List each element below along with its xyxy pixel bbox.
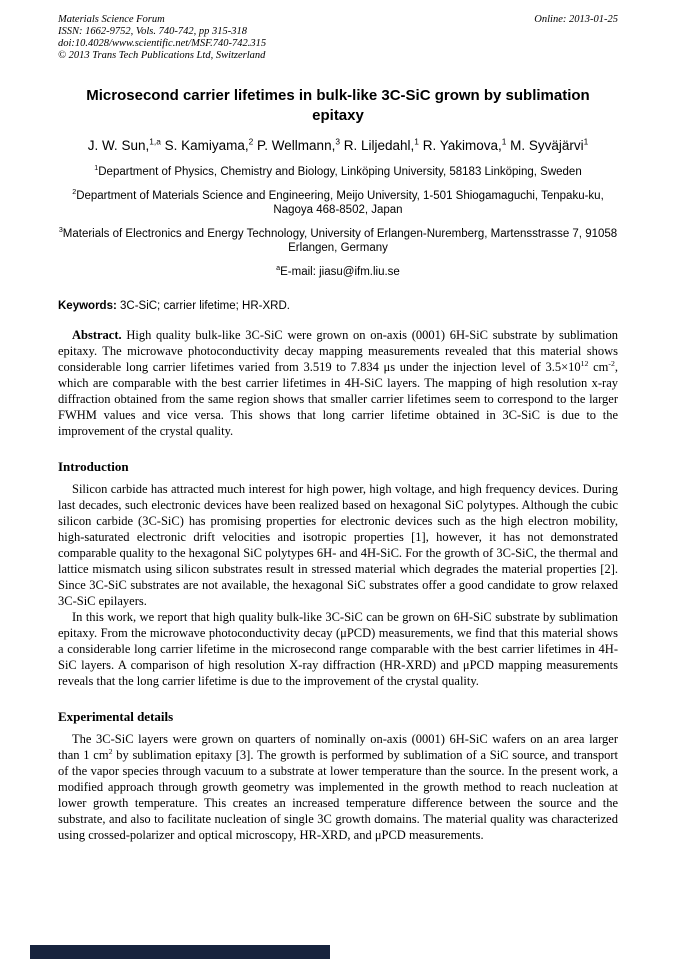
abstract-paragraph xyxy=(58,327,618,439)
affiliation-2: $^2$Department of Materials Science and Engineering, Meijo University, 1-501 Shiogamaguchi, Tenpaku-ku, Nagoya 468-8502, Japan xyxy=(72,188,604,216)
journal-header xyxy=(58,14,618,62)
keywords-line xyxy=(58,299,618,313)
section-heading-introduction: Introduction xyxy=(58,459,129,474)
introduction-paragraph-2: In this work, we report that high quality bulk-like 3C-SiC can be grown on 6H-SiC substrate by sublimation epitaxy. From the microwave photoconductivity decay (μPCD) measurements, we find that this material shows a considerable long carrier lifetime in the microsecond range comparable with the best carrier lifetimes in 4H-SiC layers. A comparison of high resolution X-ray diffraction (HR-XRD) and μPCD mapping measurements reveals that the long carrier lifetime is due to the improvement of the crystal quality. xyxy=(58,610,618,688)
issn-line: ISSN: 1662-9752, Vols. 740-742, pp 315-318 xyxy=(58,26,247,37)
authors-line: J. W. Sun,$^{1,a}$ S. Kamiyama,$^2$ P. Wellmann,$^3$ R. Liljedahl,$^1$ R. Yakimova,$^1$ M. Syväjärvi$^1$ xyxy=(87,136,589,153)
section-heading-experimental: Experimental details xyxy=(58,709,174,724)
article-title: Microsecond carrier lifetimes in bulk-like 3C-SiC grown by sublimation epitaxy xyxy=(86,87,590,124)
abstract-label: Abstract. xyxy=(72,328,122,342)
email-line: $^a$E-mail: jiasu@ifm.liu.se xyxy=(276,264,400,278)
introduction-paragraph-1: Silicon carbide has attracted much interest for high power, high voltage, and high frequency devices. During last decades, such electronic devices have been realized based on hexagonal SiC polytypes. Although the cubic silicon carbide (3C-SiC) has promising properties for electronic devices such as the high electron mobility, high-saturated electronic drift velocities and isotropic properties [1], however, it has not demonstrated comparable quality to the hexagonal SiC polytypes 6H- and 4H-SiC. For the growth of 3C-SiC, the thermal and lattice mismatch using silicon substrates result in stressed material which degrades the material properties [2]. Since 3C-SiC substrates are not available, the hexagonal SiC substrates offer a good candidate to grow relaxed 3C-SiC epilayers. xyxy=(58,482,618,608)
journal-info-block xyxy=(58,14,266,62)
footer-banner xyxy=(30,945,330,959)
doi-line: doi:10.4028/www.scientific.net/MSF.740-742.315 xyxy=(58,38,267,49)
journal-name: Materials Science Forum xyxy=(58,14,165,25)
affiliation-3: $^3$Materials of Electronics and Energy Technology, University of Erlangen-Nuremberg, Martensstrasse 7, 91058 Erlangen, Germany xyxy=(58,226,618,254)
keywords-label: Keywords: xyxy=(58,300,117,312)
abstract-text: High quality bulk-like 3C-SiC were grown on on-axis (0001) 6H-SiC substrate by sublimation epitaxy. The microwave photoconductivity decay mapping measurements revealed that this material shows considerable long carrier lifetimes varied from 3.519 to 7.834 μs under the injection level of $3.5\times 10^{12}$ $cm^{-2}$, which are comparable with the best carrier lifetimes in 4H-SiC layers. The mapping of high resolution x-ray diffraction obtained from the same region shows that smaller carrier lifetimes seem to correspond to the larger FWHM values and vice versa. This shows that long carrier lifetime obtained in 3C-SiC is due to the improvement of the crystal quality. xyxy=(58,328,618,438)
keywords-text: 3C-SiC; carrier lifetime; HR-XRD. xyxy=(116,300,290,312)
online-date: Online: 2013-01-25 xyxy=(534,14,618,25)
experimental-paragraph-1: The 3C-SiC layers were grown on quarters of nominally on-axis (0001) 6H-SiC wafers on an area larger than 1 $cm^2$ by sublimation epitaxy [3]. The growth is performed by sublimation of a SiC source, and transport of the vapor species through vacuum to a substrate at lower temperature than the source. In the present work, a modified approach through growth geometry was implemented in the growth method to reach nucleation at lower growth temperature. This creates an increased temperature difference between the source and the substrate, and also to facilitate nucleation of single 3C growth domains. The material quality was characterized using crossed-polarizer and optical microscopy, HR-XRD, and μPCD measurements. xyxy=(58,732,619,842)
affiliation-1: $^1$Department of Physics, Chemistry and Biology, Linköping University, 58183 Linköping, Sweden xyxy=(94,164,582,178)
copyright-line: © 2013 Trans Tech Publications Ltd, Switzerland xyxy=(58,50,266,61)
